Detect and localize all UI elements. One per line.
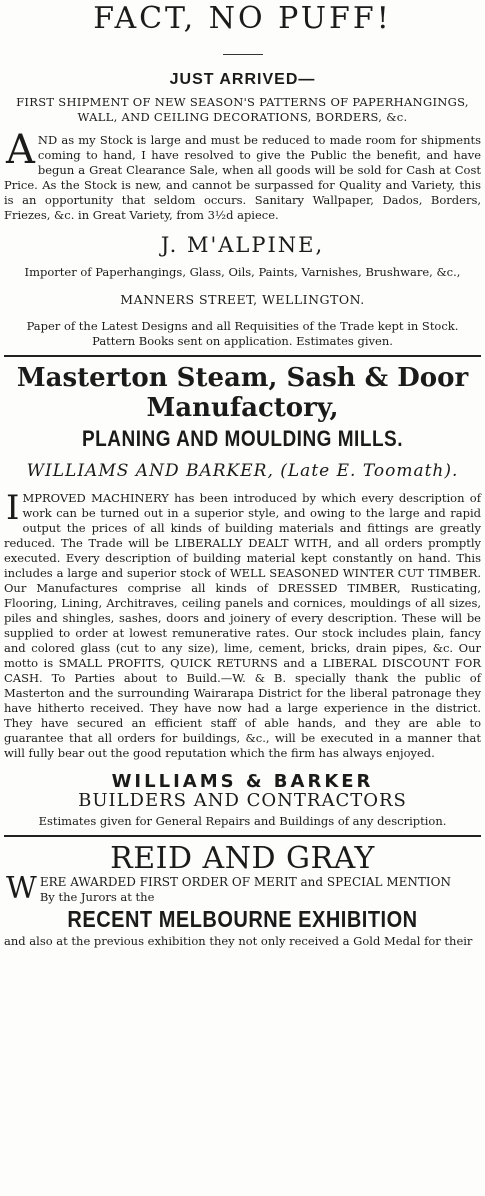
title-line-2: Manufactory,	[146, 393, 339, 423]
builders-advertisement	[0, 771, 485, 829]
jurors-line: By the Jurors at the	[39, 890, 155, 904]
importer-line: Importer of Paperhangings, Glass, Oils, Paints, Varnishes, Brushware, &c.,	[24, 265, 461, 279]
shipment-line: FIRST SHIPMENT OF NEW SEASON'S PATTERNS OF PAPERHANGINGS, WALL, AND CEILING DECORATIONS, BORDERS, &c.	[16, 95, 469, 124]
headline: FACT, NO PUFF!	[93, 1, 392, 36]
drop-cap: A	[6, 127, 35, 173]
reid-gray-advertisement	[0, 843, 485, 949]
footer-line-2: Pattern Books sent on application. Estimates given.	[92, 334, 393, 348]
ad-body	[0, 127, 485, 223]
subtitle: PLANING AND MOULDING MILLS.	[82, 427, 403, 452]
title: REID AND GRAY	[110, 841, 375, 876]
divider	[223, 54, 263, 55]
footer-line-1: Paper of the Latest Designs and all Requisities of the Trade kept in Stock.	[26, 319, 459, 333]
firm-name: WILLIAMS & BARKER	[111, 771, 374, 792]
title-line-1: Masterton Steam, Sash & Door	[16, 363, 469, 393]
trade-line: BUILDERS AND CONTRACTORS	[78, 790, 407, 811]
firm-line: WILLIAMS AND BARKER, (Late E. Toomath).	[26, 461, 459, 481]
body-text: ND as my Stock is large and must be reduced to made room for shipments coming to hand, I have resolved to give the Public the benefit, and have begun a Great Clearance Sale, when all goods will be sold for Cash at Cost Price. As the Stock is new, and cannot be surpassed for Quality and Variety, this is an opportunity that seldom occurs. Sanitary Wallpaper, Dados, Borders, Friezes, &c. in Great Variety, from 3½d apiece.	[4, 133, 481, 222]
exhibition-line: RECENT MELBOURNE EXHIBITION	[67, 907, 418, 933]
williams-barker-advertisement	[0, 363, 485, 761]
estimates-line: Estimates given for General Repairs and Buildings of any description.	[38, 814, 447, 828]
mcalpine-advertisement	[0, 2, 485, 349]
previous-exhibition-line: and also at the previous exhibition they not only received a Gold Medal for their	[4, 934, 473, 948]
merchant-name: J. M'ALPINE,	[160, 233, 325, 257]
subhead: JUST ARRIVED—	[169, 71, 316, 88]
ad-body	[0, 488, 485, 761]
drop-cap: I	[6, 488, 20, 528]
award-text: ERE AWARDED FIRST ORDER OF MERIT and SPECIAL MENTION	[39, 875, 451, 889]
body-text: MPROVED MACHINERY has been introduced by which every description of work can be turned out in a superior style, and owing to the large and rapid output the prices of all kinds of building materials and fittings are greatly reduced. The Trade will be LIBERALLY DEALT WITH, and all orders promptly executed. Every description of building material kept constantly on hand. This includes a large and superior stock of WELL SEASONED WINTER CUT TIMBER. Our Manufactures comprise all kinds of DRESSED TIMBER, Rusticating, Flooring, Lining, Architraves, ceiling panels and cornices, mouldings of all sizes, piles and shingles, sashes, doors and joinery of every description. These will be supplied to order at lowest remunerative rates. Our stock includes plain, fancy and colored glass (cut to any size), lime, cement, bricks, drain pipes, &c. Our motto is SMALL PROFITS, QUICK RETURNS and a LIBERAL DISCOUNT FOR CASH. To Parties about to Build.—W. & B. specially thank the public of Masterton and the surrounding Wairarapa District for the liberal patronage they have hitherto received. They have now had a large experience in the district. They have secured an efficient staff of able hands, and they are able to guarantee that all orders for buildings, &c., will be executed in a manner that will fully bear out the good reputation which the firm has always enjoyed.	[4, 491, 481, 760]
drop-cap: W	[6, 871, 37, 906]
column-rule	[4, 835, 481, 837]
address: MANNERS STREET, WELLINGTON.	[120, 292, 365, 307]
column-rule	[4, 355, 481, 357]
